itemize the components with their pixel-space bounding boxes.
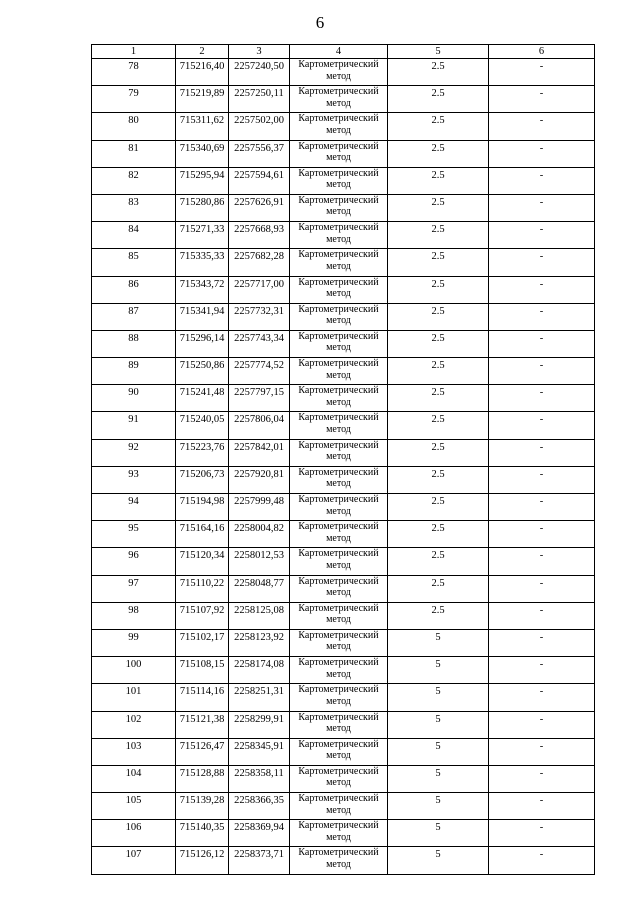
point-number-cell: 93 (92, 466, 176, 493)
point-number-cell: 106 (92, 820, 176, 847)
point-number-cell: 101 (92, 684, 176, 711)
method-cell: Картометрический метод (290, 820, 388, 847)
x-coordinate-cell: 715194,98 (176, 494, 229, 521)
accuracy-cell: 2.5 (388, 167, 489, 194)
method-cell: Картометрический метод (290, 222, 388, 249)
notes-cell: - (489, 412, 595, 439)
x-coordinate-cell: 715164,16 (176, 521, 229, 548)
accuracy-cell: 2.5 (388, 140, 489, 167)
table-row (92, 140, 595, 167)
notes-cell: - (489, 765, 595, 792)
accuracy-cell: 5 (388, 820, 489, 847)
x-coordinate-cell: 715223,76 (176, 439, 229, 466)
table-row (92, 657, 595, 684)
notes-cell: - (489, 358, 595, 385)
y-coordinate-cell: 2258366,35 (229, 793, 290, 820)
method-cell: Картометрический метод (290, 847, 388, 874)
table-row (92, 113, 595, 140)
notes-cell: - (489, 222, 595, 249)
notes-cell: - (489, 738, 595, 765)
table-row (92, 548, 595, 575)
accuracy-cell: 5 (388, 629, 489, 656)
accuracy-cell: 2.5 (388, 548, 489, 575)
header-cell: 2 (176, 45, 229, 59)
x-coordinate-cell: 715295,94 (176, 167, 229, 194)
notes-cell: - (489, 820, 595, 847)
notes-cell: - (489, 330, 595, 357)
x-coordinate-cell: 715139,28 (176, 793, 229, 820)
table-row (92, 412, 595, 439)
notes-cell: - (489, 167, 595, 194)
table-row (92, 86, 595, 113)
method-cell: Картометрический метод (290, 548, 388, 575)
point-number-cell: 82 (92, 167, 176, 194)
notes-cell: - (489, 793, 595, 820)
y-coordinate-cell: 2258369,94 (229, 820, 290, 847)
method-cell: Картометрический метод (290, 629, 388, 656)
accuracy-cell: 2.5 (388, 59, 489, 86)
accuracy-cell: 5 (388, 793, 489, 820)
table-row (92, 330, 595, 357)
table-row (92, 738, 595, 765)
point-number-cell: 97 (92, 575, 176, 602)
notes-cell: - (489, 494, 595, 521)
x-coordinate-cell: 715250,86 (176, 358, 229, 385)
y-coordinate-cell: 2257842,01 (229, 439, 290, 466)
header-cell: 5 (388, 45, 489, 59)
notes-cell: - (489, 249, 595, 276)
method-cell: Картометрический метод (290, 711, 388, 738)
point-number-cell: 79 (92, 86, 176, 113)
point-number-cell: 81 (92, 140, 176, 167)
method-cell: Картометрический метод (290, 494, 388, 521)
accuracy-cell: 5 (388, 711, 489, 738)
y-coordinate-cell: 2258373,71 (229, 847, 290, 874)
x-coordinate-cell: 715110,22 (176, 575, 229, 602)
notes-cell: - (489, 847, 595, 874)
x-coordinate-cell: 715108,15 (176, 657, 229, 684)
method-cell: Картометрический метод (290, 575, 388, 602)
point-number-cell: 102 (92, 711, 176, 738)
notes-cell: - (489, 303, 595, 330)
x-coordinate-cell: 715126,12 (176, 847, 229, 874)
point-number-cell: 100 (92, 657, 176, 684)
table-row (92, 521, 595, 548)
table-row (92, 684, 595, 711)
point-number-cell: 80 (92, 113, 176, 140)
header-cell: 6 (489, 45, 595, 59)
method-cell: Картометрический метод (290, 194, 388, 221)
x-coordinate-cell: 715140,35 (176, 820, 229, 847)
method-cell: Картометрический метод (290, 167, 388, 194)
table-row (92, 439, 595, 466)
table-row (92, 303, 595, 330)
y-coordinate-cell: 2258125,08 (229, 602, 290, 629)
table-row (92, 765, 595, 792)
y-coordinate-cell: 2257732,31 (229, 303, 290, 330)
point-number-cell: 107 (92, 847, 176, 874)
accuracy-cell: 2.5 (388, 602, 489, 629)
notes-cell: - (489, 466, 595, 493)
x-coordinate-cell: 715240,05 (176, 412, 229, 439)
x-coordinate-cell: 715102,17 (176, 629, 229, 656)
point-number-cell: 87 (92, 303, 176, 330)
method-cell: Картометрический метод (290, 140, 388, 167)
y-coordinate-cell: 2257774,52 (229, 358, 290, 385)
table-row (92, 222, 595, 249)
y-coordinate-cell: 2257806,04 (229, 412, 290, 439)
method-cell: Картометрический метод (290, 684, 388, 711)
table-row (92, 602, 595, 629)
y-coordinate-cell: 2257682,28 (229, 249, 290, 276)
x-coordinate-cell: 715107,92 (176, 602, 229, 629)
x-coordinate-cell: 715206,73 (176, 466, 229, 493)
accuracy-cell: 2.5 (388, 521, 489, 548)
accuracy-cell: 5 (388, 657, 489, 684)
method-cell: Картометрический метод (290, 793, 388, 820)
y-coordinate-cell: 2258174,08 (229, 657, 290, 684)
x-coordinate-cell: 715296,14 (176, 330, 229, 357)
method-cell: Картометрический метод (290, 765, 388, 792)
notes-cell: - (489, 548, 595, 575)
accuracy-cell: 2.5 (388, 276, 489, 303)
notes-cell: - (489, 657, 595, 684)
header-cell: 1 (92, 45, 176, 59)
x-coordinate-cell: 715126,47 (176, 738, 229, 765)
point-number-cell: 78 (92, 59, 176, 86)
accuracy-cell: 2.5 (388, 575, 489, 602)
notes-cell: - (489, 194, 595, 221)
x-coordinate-cell: 715340,69 (176, 140, 229, 167)
x-coordinate-cell: 715280,86 (176, 194, 229, 221)
point-number-cell: 92 (92, 439, 176, 466)
accuracy-cell: 2.5 (388, 86, 489, 113)
point-number-cell: 83 (92, 194, 176, 221)
x-coordinate-cell: 715335,33 (176, 249, 229, 276)
point-number-cell: 89 (92, 358, 176, 385)
method-cell: Картометрический метод (290, 86, 388, 113)
y-coordinate-cell: 2257502,00 (229, 113, 290, 140)
y-coordinate-cell: 2258299,91 (229, 711, 290, 738)
method-cell: Картометрический метод (290, 276, 388, 303)
method-cell: Картометрический метод (290, 59, 388, 86)
accuracy-cell: 2.5 (388, 113, 489, 140)
method-cell: Картометрический метод (290, 521, 388, 548)
point-number-cell: 103 (92, 738, 176, 765)
table-row (92, 249, 595, 276)
accuracy-cell: 5 (388, 684, 489, 711)
y-coordinate-cell: 2257556,37 (229, 140, 290, 167)
notes-cell: - (489, 684, 595, 711)
x-coordinate-cell: 715216,40 (176, 59, 229, 86)
notes-cell: - (489, 385, 595, 412)
point-number-cell: 90 (92, 385, 176, 412)
y-coordinate-cell: 2258012,53 (229, 548, 290, 575)
point-number-cell: 91 (92, 412, 176, 439)
notes-cell: - (489, 629, 595, 656)
table-row (92, 711, 595, 738)
y-coordinate-cell: 2257797,15 (229, 385, 290, 412)
page-number: 6 (315, 13, 325, 32)
header-cell: 3 (229, 45, 290, 59)
point-number-cell: 95 (92, 521, 176, 548)
coordinates-table (91, 44, 595, 875)
notes-cell: - (489, 113, 595, 140)
y-coordinate-cell: 2258123,92 (229, 629, 290, 656)
x-coordinate-cell: 715219,89 (176, 86, 229, 113)
x-coordinate-cell: 715120,34 (176, 548, 229, 575)
point-number-cell: 84 (92, 222, 176, 249)
table-row (92, 494, 595, 521)
method-cell: Картометрический метод (290, 113, 388, 140)
table-header-row (92, 45, 595, 59)
y-coordinate-cell: 2258048,77 (229, 575, 290, 602)
table-row (92, 466, 595, 493)
accuracy-cell: 2.5 (388, 222, 489, 249)
x-coordinate-cell: 715271,33 (176, 222, 229, 249)
method-cell: Картометрический метод (290, 412, 388, 439)
point-number-cell: 96 (92, 548, 176, 575)
accuracy-cell: 2.5 (388, 358, 489, 385)
table-row (92, 847, 595, 874)
method-cell: Картометрический метод (290, 439, 388, 466)
point-number-cell: 99 (92, 629, 176, 656)
accuracy-cell: 2.5 (388, 330, 489, 357)
accuracy-cell: 2.5 (388, 385, 489, 412)
point-number-cell: 88 (92, 330, 176, 357)
method-cell: Картометрический метод (290, 249, 388, 276)
table-row (92, 820, 595, 847)
accuracy-cell: 5 (388, 765, 489, 792)
accuracy-cell: 5 (388, 738, 489, 765)
accuracy-cell: 2.5 (388, 303, 489, 330)
x-coordinate-cell: 715343,72 (176, 276, 229, 303)
y-coordinate-cell: 2258345,91 (229, 738, 290, 765)
notes-cell: - (489, 439, 595, 466)
y-coordinate-cell: 2257717,00 (229, 276, 290, 303)
method-cell: Картометрический метод (290, 385, 388, 412)
y-coordinate-cell: 2257594,61 (229, 167, 290, 194)
notes-cell: - (489, 59, 595, 86)
table-row (92, 194, 595, 221)
x-coordinate-cell: 715311,62 (176, 113, 229, 140)
point-number-cell: 105 (92, 793, 176, 820)
x-coordinate-cell: 715128,88 (176, 765, 229, 792)
method-cell: Картометрический метод (290, 466, 388, 493)
method-cell: Картометрический метод (290, 358, 388, 385)
y-coordinate-cell: 2258004,82 (229, 521, 290, 548)
header-cell: 4 (290, 45, 388, 59)
method-cell: Картометрический метод (290, 738, 388, 765)
point-number-cell: 86 (92, 276, 176, 303)
accuracy-cell: 2.5 (388, 494, 489, 521)
method-cell: Картометрический метод (290, 602, 388, 629)
method-cell: Картометрический метод (290, 657, 388, 684)
accuracy-cell: 2.5 (388, 412, 489, 439)
method-cell: Картометрический метод (290, 330, 388, 357)
y-coordinate-cell: 2257668,93 (229, 222, 290, 249)
notes-cell: - (489, 602, 595, 629)
notes-cell: - (489, 575, 595, 602)
x-coordinate-cell: 715241,48 (176, 385, 229, 412)
table-row (92, 358, 595, 385)
x-coordinate-cell: 715341,94 (176, 303, 229, 330)
notes-cell: - (489, 711, 595, 738)
x-coordinate-cell: 715121,38 (176, 711, 229, 738)
y-coordinate-cell: 2257999,48 (229, 494, 290, 521)
notes-cell: - (489, 521, 595, 548)
accuracy-cell: 2.5 (388, 194, 489, 221)
y-coordinate-cell: 2257240,50 (229, 59, 290, 86)
table-row (92, 385, 595, 412)
y-coordinate-cell: 2258358,11 (229, 765, 290, 792)
table-row (92, 575, 595, 602)
notes-cell: - (489, 86, 595, 113)
notes-cell: - (489, 276, 595, 303)
table-body (92, 45, 595, 875)
table-row (92, 629, 595, 656)
x-coordinate-cell: 715114,16 (176, 684, 229, 711)
point-number-cell: 94 (92, 494, 176, 521)
accuracy-cell: 2.5 (388, 249, 489, 276)
accuracy-cell: 2.5 (388, 466, 489, 493)
table-row (92, 793, 595, 820)
table-row (92, 276, 595, 303)
y-coordinate-cell: 2257920,81 (229, 466, 290, 493)
y-coordinate-cell: 2257743,34 (229, 330, 290, 357)
accuracy-cell: 2.5 (388, 439, 489, 466)
y-coordinate-cell: 2258251,31 (229, 684, 290, 711)
notes-cell: - (489, 140, 595, 167)
method-cell: Картометрический метод (290, 303, 388, 330)
point-number-cell: 85 (92, 249, 176, 276)
y-coordinate-cell: 2257626,91 (229, 194, 290, 221)
table-row (92, 167, 595, 194)
point-number-cell: 104 (92, 765, 176, 792)
table-row (92, 59, 595, 86)
accuracy-cell: 5 (388, 847, 489, 874)
y-coordinate-cell: 2257250,11 (229, 86, 290, 113)
point-number-cell: 98 (92, 602, 176, 629)
